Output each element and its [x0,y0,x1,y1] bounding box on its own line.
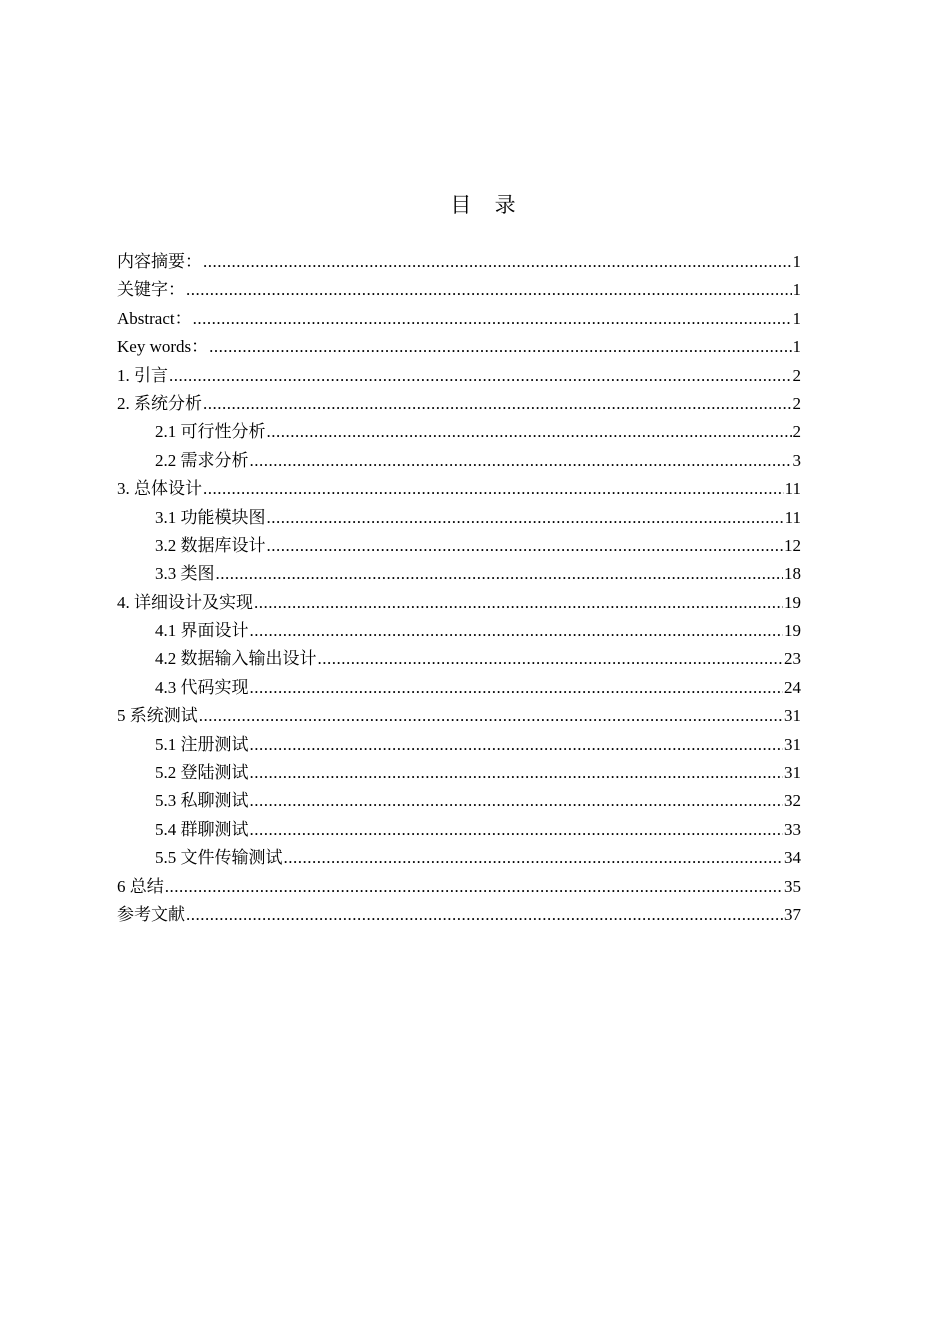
toc-entry-page: 19 [784,592,801,612]
toc-entry[interactable] [117,248,801,276]
toc-entry-page: 2 [792,393,801,413]
toc-entry-label: 参考文献 [117,904,185,924]
toc-entry[interactable] [117,447,801,475]
toc-entry-page: 35 [784,876,801,896]
toc-dot-leader [267,504,784,532]
toc-entry-page: 11 [784,507,801,527]
toc-entry-page: 2 [792,365,801,385]
toc-dot-leader [199,702,783,730]
toc-dot-leader [203,248,792,276]
toc-entry-label: 3.2 数据库设计 [155,535,266,555]
toc-dot-leader [193,305,792,333]
toc-entry[interactable] [117,333,801,361]
toc-entry-label: 5.2 登陆测试 [155,763,249,783]
toc-entry-label: 2.2 需求分析 [155,450,249,470]
toc-entry[interactable] [117,390,801,418]
toc-entry-label: 2. 系统分析 [117,393,202,413]
toc-entry-page: 24 [784,677,801,697]
toc-entry-label: 3.1 功能模块图 [155,507,266,527]
toc-dot-leader [284,844,784,872]
toc-entry[interactable] [117,504,801,532]
toc-entry-label: 1. 引言 [117,365,168,385]
toc-entry-page: 1 [792,337,801,357]
toc-entry[interactable] [117,532,801,560]
toc-entry-label: 5.1 注册测试 [155,734,249,754]
toc-dot-leader [186,276,792,304]
toc-entry-page: 1 [792,252,801,271]
toc-entry-page: 11 [784,479,801,499]
toc-entry-label: 关键字： [117,280,185,300]
toc-dot-leader [209,333,791,361]
toc-dot-leader [318,645,784,673]
toc-entry-page: 19 [784,621,801,641]
toc-entry[interactable] [117,873,801,901]
toc-dot-leader [186,901,783,929]
toc-entry-label: 内容摘要： [117,252,202,271]
toc-entry-page: 23 [784,649,801,669]
toc-entry-label: 4.2 数据输入输出设计 [155,649,317,669]
toc-entry-label: 4.3 代码实现 [155,677,249,697]
toc-entry[interactable] [117,702,801,730]
toc-entry[interactable] [117,844,801,872]
toc-entry[interactable] [117,276,801,304]
toc-dot-leader [250,674,784,702]
toc-entry[interactable] [117,759,801,787]
toc-entry[interactable] [117,674,801,702]
toc-entry[interactable] [117,362,801,390]
toc-entry-label: 3. 总体设计 [117,479,202,499]
toc-entry-page: 1 [792,308,801,328]
toc-entry[interactable] [117,589,801,617]
toc-entry-label: 4.1 界面设计 [155,621,249,641]
toc-dot-leader [250,816,784,844]
toc-dot-leader [250,617,784,645]
toc-entry[interactable] [117,731,801,759]
toc-entry-label: 5.4 群聊测试 [155,819,249,839]
toc-entry[interactable] [117,901,801,929]
toc-entry-page: 31 [784,763,801,783]
toc-entry-label: 5.5 文件传输测试 [155,848,283,868]
toc-dot-leader [216,560,784,588]
toc-entry-page: 2 [792,422,801,442]
toc-entry-page: 37 [784,904,801,924]
toc-dot-leader [169,362,792,390]
toc-dot-leader [250,731,784,759]
toc-entry-page: 1 [792,280,801,300]
toc-entry-page: 31 [784,706,801,726]
toc-dot-leader [250,759,784,787]
toc-entry-label: 5 系统测试 [117,706,198,726]
toc-entry-page: 31 [784,734,801,754]
toc-entry-label: 2.1 可行性分析 [155,422,266,442]
toc-entry-label: 3.3 类图 [155,564,215,584]
toc-entry-label: 5.3 私聊测试 [155,791,249,811]
toc-entry[interactable] [117,305,801,333]
toc-entry-label: 6 总结 [117,876,164,896]
toc-dot-leader [250,787,784,815]
toc-entry[interactable] [117,560,801,588]
toc-entry[interactable] [117,645,801,673]
toc-entry[interactable] [117,418,801,446]
toc-entry[interactable] [117,617,801,645]
toc-entry[interactable] [117,787,801,815]
toc-dot-leader [254,589,783,617]
toc-entry-page: 33 [784,819,801,839]
toc-title: 目 录 [450,193,525,217]
toc-entry-page: 12 [784,535,801,555]
toc-entry-label: Key words： [117,337,209,357]
toc-dot-leader [203,390,792,418]
toc-entry[interactable] [117,475,801,503]
toc-dot-leader [250,447,792,475]
toc-entry-page: 3 [792,450,801,470]
toc-dot-leader [267,532,784,560]
toc-entry-label: Abstract： [117,308,192,328]
toc-dot-leader [203,475,784,503]
toc-dot-leader [165,873,783,901]
toc-entry-page: 32 [784,791,801,811]
toc-entry-page: 18 [784,564,801,584]
toc-list [117,248,801,929]
toc-entry-page: 34 [784,848,801,868]
toc-entry-label: 4. 详细设计及实现 [117,592,253,612]
toc-entry[interactable] [117,816,801,844]
toc-dot-leader [267,418,792,446]
